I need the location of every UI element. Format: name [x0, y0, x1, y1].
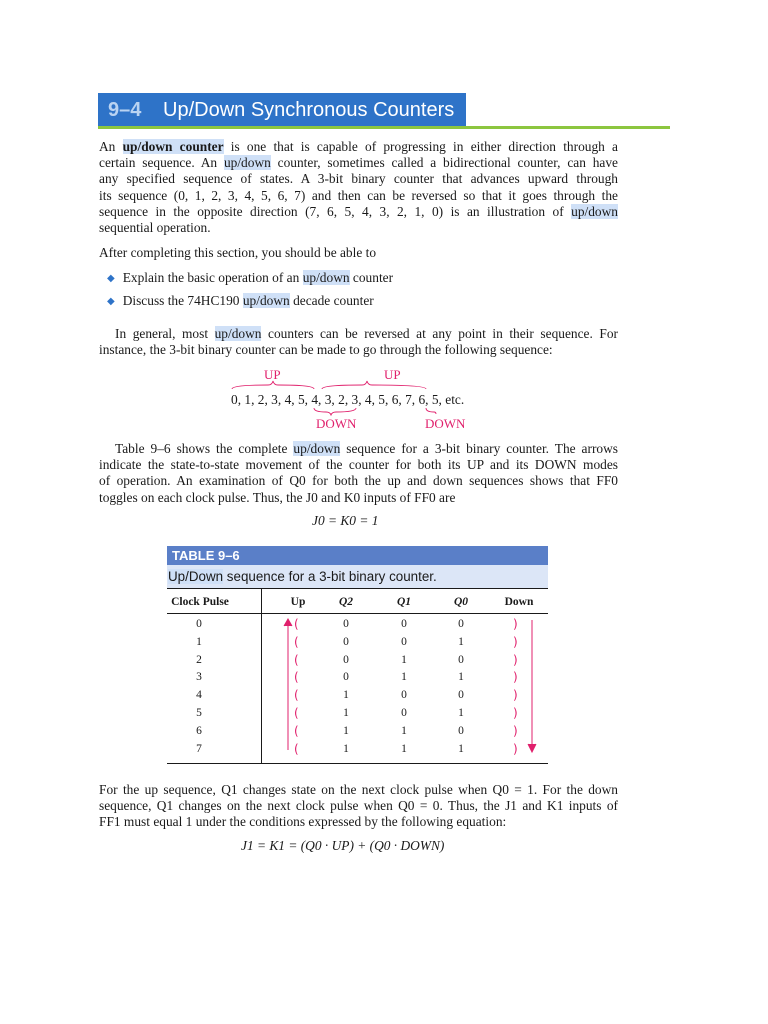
cell-q2: 0 — [343, 618, 349, 630]
cell-q1: 0 — [401, 707, 407, 719]
state-arrows — [270, 616, 550, 756]
table-intro-line: toggles on each clock pulse. Thus, the J0 and K0 inputs of FF0 are — [99, 489, 456, 505]
cell-q2: 1 — [343, 742, 349, 755]
down-step-arrow-icon: ) — [513, 670, 518, 685]
down-step-arrow-icon: ) — [513, 741, 518, 756]
objectives-intro: After completing this section, you should be able to — [99, 245, 377, 260]
bullet-diamond-icon: ◆ — [107, 296, 115, 307]
intro-line: sequence in the opposite direction (7, 6, 5, 4, 3, 2, 1, 0) is an illustration of up/down — [99, 203, 618, 219]
column-header-up: Up — [290, 596, 306, 608]
up-step-arrow-icon: ( — [294, 652, 299, 667]
up-step-arrow-icon: ( — [294, 617, 299, 631]
cell-q0: 1 — [458, 707, 464, 719]
cell-q1: 1 — [401, 742, 407, 755]
table-column-divider — [261, 588, 262, 763]
column-header-q0: Q0 — [453, 596, 469, 608]
cell-q0: 0 — [458, 689, 464, 702]
general-line: In general, most up/down counters can be reversed at any point in their sequence. For — [115, 326, 618, 341]
table-bottom-rule — [167, 763, 548, 764]
table-caption: Up/Down sequence for a 3-bit binary counter. — [168, 569, 437, 584]
bullet-diamond-icon: ◆ — [107, 273, 115, 284]
cell-q2: 1 — [343, 724, 349, 737]
intro-line: any specified sequence of states. A 3-bit binary counter that advances upward through — [99, 171, 618, 187]
table-intro-line: of operation. An examination of Q0 for both the up and down sequences shows that FF0 — [99, 473, 618, 489]
intro-line: its sequence (0, 1, 2, 3, 4, 5, 6, 7) and then can be reversed so that it goes through the — [99, 187, 618, 203]
cell-q2: 0 — [343, 653, 349, 666]
up-step-arrow-icon: ( — [294, 723, 299, 738]
up-step-arrow-icon: ( — [294, 670, 299, 685]
up-label: UP — [384, 367, 401, 382]
cell-clock-pulse: 4 — [196, 689, 202, 702]
intro-line: An up/down counter is one that is capable of progressing in either direction through a — [99, 139, 619, 154]
cell-clock-pulse: 3 — [196, 671, 202, 684]
cell-q0: 0 — [458, 724, 464, 737]
down-step-arrow-icon: ) — [513, 688, 518, 703]
column-header-q1: Q1 — [396, 596, 412, 608]
down-step-arrow-icon: ) — [513, 652, 518, 667]
column-header-q2: Q2 — [338, 596, 354, 608]
closing-paragraph — [99, 782, 618, 831]
cell-q1: 1 — [401, 671, 407, 684]
cell-q2: 0 — [343, 635, 349, 648]
up-brace — [322, 381, 426, 389]
intro-line: sequential operation. — [99, 220, 211, 236]
up-brace — [232, 381, 314, 389]
cell-clock-pulse: 0 — [196, 618, 202, 630]
up-step-arrow-icon: ( — [294, 706, 299, 720]
section-title: Up/Down Synchronous Counters — [163, 99, 455, 121]
cell-clock-pulse: 6 — [196, 724, 202, 737]
up-step-arrow-icon: ( — [294, 741, 299, 756]
intro-line: certain sequence. An up/down counter, sometimes called a bidirectional counter, can have — [99, 155, 618, 171]
down-brace — [426, 408, 436, 414]
closing-line: sequence, Q1 changes on the next clock pulse when Q0 = 0. Thus, the J1 and K1 inputs of — [99, 798, 618, 814]
section-number: 9–4 — [108, 99, 142, 121]
cell-q0: 0 — [458, 618, 464, 630]
down-step-arrow-icon: ) — [513, 617, 518, 631]
general-paragraph — [99, 326, 618, 358]
table-intro-line: Table 9–6 shows the complete up/down sequence for a 3-bit binary counter. The arrows — [115, 441, 618, 456]
closing-line: For the up sequence, Q1 changes state on the next clock pulse when Q0 = 1. For the down — [99, 782, 618, 797]
cell-q0: 1 — [458, 671, 464, 684]
cell-q2: 1 — [343, 707, 349, 719]
section-heading-rule — [98, 126, 670, 129]
up-step-arrow-icon: ( — [294, 688, 299, 703]
equation-j0: J0 = K0 = 1 — [312, 513, 379, 528]
cell-q1: 0 — [401, 635, 407, 648]
down-label: DOWN — [425, 416, 466, 431]
cell-clock-pulse: 5 — [196, 707, 202, 719]
cell-clock-pulse: 2 — [196, 653, 202, 666]
cell-q0: 1 — [458, 635, 464, 648]
down-arrowhead-icon — [528, 744, 536, 752]
table-intro-paragraph — [99, 441, 618, 506]
table-label: TABLE 9–6 — [172, 548, 240, 563]
intro-paragraph — [99, 139, 618, 236]
cell-q2: 0 — [343, 671, 349, 684]
cell-q1: 1 — [401, 724, 407, 737]
cell-q1: 0 — [401, 689, 407, 702]
objective-item: ◆ Explain the basic operation of an up/down counter — [107, 270, 394, 285]
cell-q1: 1 — [401, 653, 407, 666]
up-label: UP — [264, 367, 281, 382]
cell-clock-pulse: 1 — [196, 635, 202, 648]
general-line: instance, the 3-bit binary counter can be made to go through the following sequence: — [99, 342, 553, 358]
down-step-arrow-icon: ) — [513, 706, 518, 720]
closing-line: FF1 must equal 1 under the conditions expressed by the following equation: — [99, 814, 507, 830]
cell-q1: 0 — [401, 618, 407, 630]
column-header-clock-pulse: Clock Pulse — [171, 596, 229, 608]
table-header-rule — [167, 613, 548, 614]
down-step-arrow-icon: ) — [513, 723, 518, 738]
down-label: DOWN — [316, 416, 357, 431]
objective-item: ◆ Discuss the 74HC190 up/down decade counter — [107, 293, 374, 308]
cell-q0: 1 — [458, 742, 464, 755]
cell-clock-pulse: 7 — [196, 742, 202, 755]
column-header-down: Down — [504, 596, 534, 608]
down-step-arrow-icon: ) — [513, 634, 518, 649]
table-intro-line: indicate the state-to-state movement of the counter for both its UP and its DOWN modes — [99, 457, 618, 473]
cell-q0: 0 — [458, 653, 464, 666]
cell-q2: 1 — [343, 689, 349, 702]
down-brace — [314, 408, 356, 415]
sequence-text: 0, 1, 2, 3, 4, 5, 4, 3, 2, 3, 4, 5, 6, 7, 6, 5, etc. — [231, 392, 465, 407]
table-top-rule — [167, 588, 548, 589]
equation-j1: J1 = K1 = (Q0 · UP) + (Q0 · DOWN) — [241, 838, 445, 853]
up-step-arrow-icon: ( — [294, 634, 299, 649]
up-arrowhead-icon — [284, 619, 292, 626]
